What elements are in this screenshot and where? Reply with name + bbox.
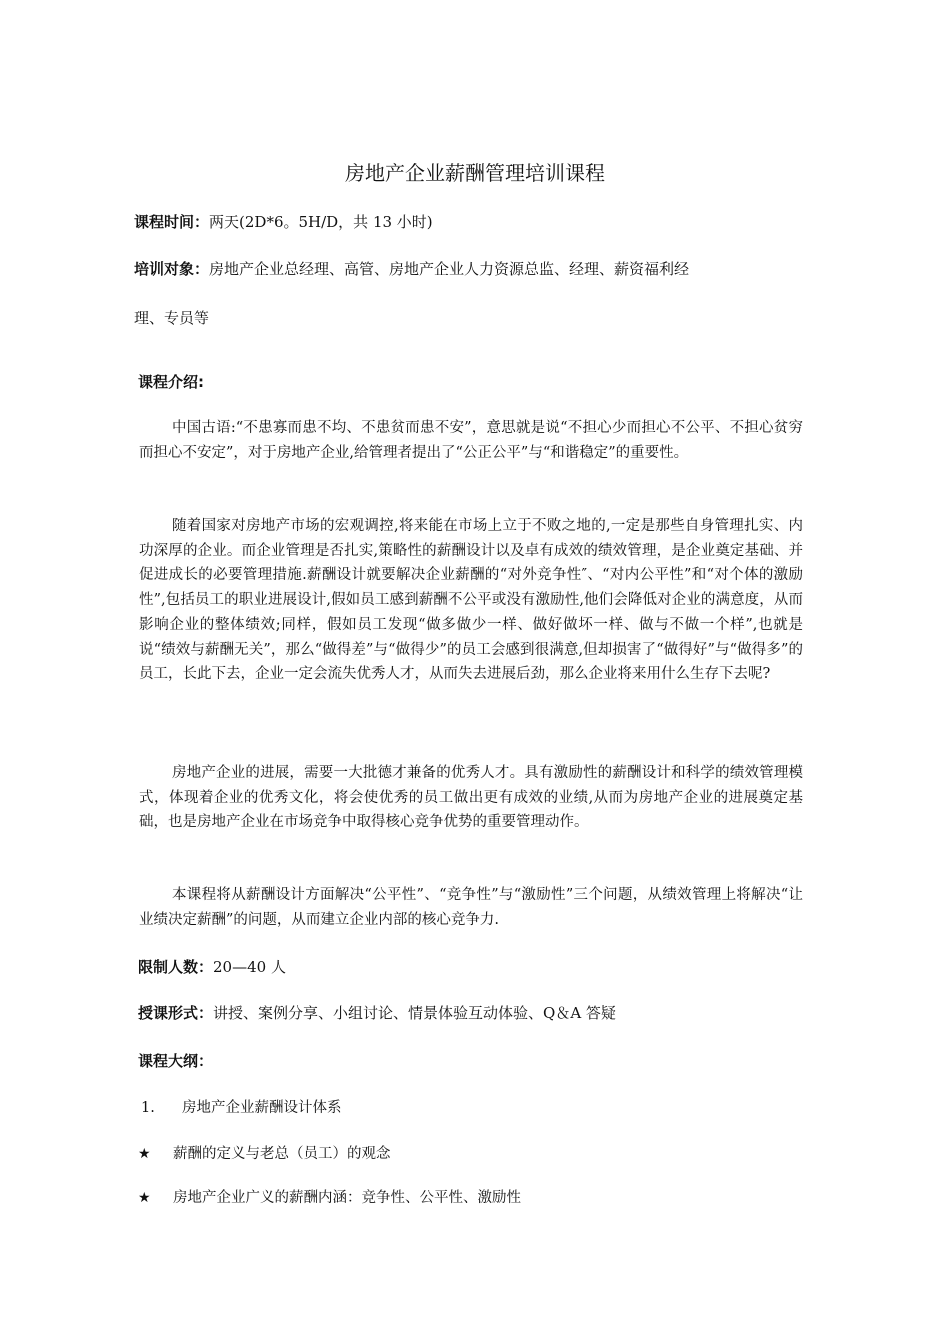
intro-paragraph-3: 房地产企业的进展，需要一大批德才兼备的优秀人才。具有激励性的薪酬设计和科学的绩效管理模式，体现着企业的优秀文化，将会使优秀的员工做出更有成效的业绩,从而为房地产企业的进展奠定基础，也是房地产企业在市场竞争中取得核心竞争优势的重要管理动作。 [139, 765, 803, 831]
audience-value-line2: 理、专员等 [134, 309, 210, 327]
format-line [138, 1002, 616, 1024]
course-time-line [134, 211, 433, 233]
course-time-label: 课程时间： [134, 213, 210, 231]
intro-heading [138, 371, 204, 393]
outline-section-number: 1. [141, 1100, 155, 1116]
course-time-value: 两天(2D*6。5H/D，共 13 小时) [209, 213, 433, 231]
audience-value-line1: 房地产企业总经理、高管、房地产企业人力资源总监、经理、薪资福利经 [209, 260, 690, 278]
format-value: 讲授、案例分享、小组讨论、情景体验互动体验、Q＆A 答疑 [213, 1004, 616, 1022]
audience-label: 培训对象： [134, 260, 210, 278]
outline-bullet-2: 房地产企业广义的薪酬内涵：竞争性、公平性、激励性 [173, 1190, 521, 1206]
intro-paragraph-2: 随着国家对房地产市场的宏观调控,将来能在市场上立于不败之地的,一定是那些自身管理扎实、内功深厚的企业。而企业管理是否扎实,策略性的薪酬设计以及卓有成效的绩效管理，是企业奠定基础、并促进成长的必要管理措施.薪酬设计就要解决企业薪酬的“对外竞争性″、“对内公平性”和“对个体的激励性”,包括员工的职业进展设计,假如员工感到薪酬不公平或没有激励性,他们会降低对企业的满意度，从而影响企业的整体绩效;同样，假如员工发现“做多做少一样、做好做坏一样、做与不做一个样”,也就是说“绩效与薪酬无关”，那么“做得差”与“做得少”的员工会感到很满意,但却损害了“做得好”与“做得多”的员工，长此下去，企业一定会流失优秀人才，从而失去进展后劲，那么企业将来用什么生存下去呢? [139, 518, 803, 683]
star-bullet-icon: ★ [138, 1190, 151, 1206]
outline-bullet-1: 薪酬的定义与老总（员工）的观念 [173, 1146, 391, 1162]
document-title: 房地产企业薪酬管理培训课程 [345, 161, 605, 185]
star-bullet-icon: ★ [138, 1146, 151, 1162]
audience-line-2 [134, 307, 209, 329]
limit-label: 限制人数： [138, 958, 214, 976]
audience-line [134, 258, 689, 280]
intro-paragraph-1: 中国古语:“不患寡而患不均、不患贫而患不安”，意思就是说“不担心少而担心不公平、不担心贫穷而担心不安定”，对于房地产企业,给管理者提出了“公正公平”与“和谐稳定”的重要性。 [139, 420, 803, 461]
format-label: 授课形式： [138, 1004, 214, 1022]
outline-heading [138, 1050, 213, 1072]
limit-value: 20—40 人 [213, 958, 286, 976]
outline-section-title: 房地产企业薪酬设计体系 [182, 1100, 342, 1116]
limit-line [138, 956, 286, 978]
intro-label: 课程介绍: [138, 373, 204, 391]
outline-label: 课程大纲： [138, 1052, 214, 1070]
intro-paragraph-4: 本课程将从薪酬设计方面解决“公平性”、“竞争性”与“激励性”三个问题，从绩效管理上将解决“让业绩决定薪酬”的问题，从而建立企业内部的核心竞争力. [139, 887, 803, 928]
